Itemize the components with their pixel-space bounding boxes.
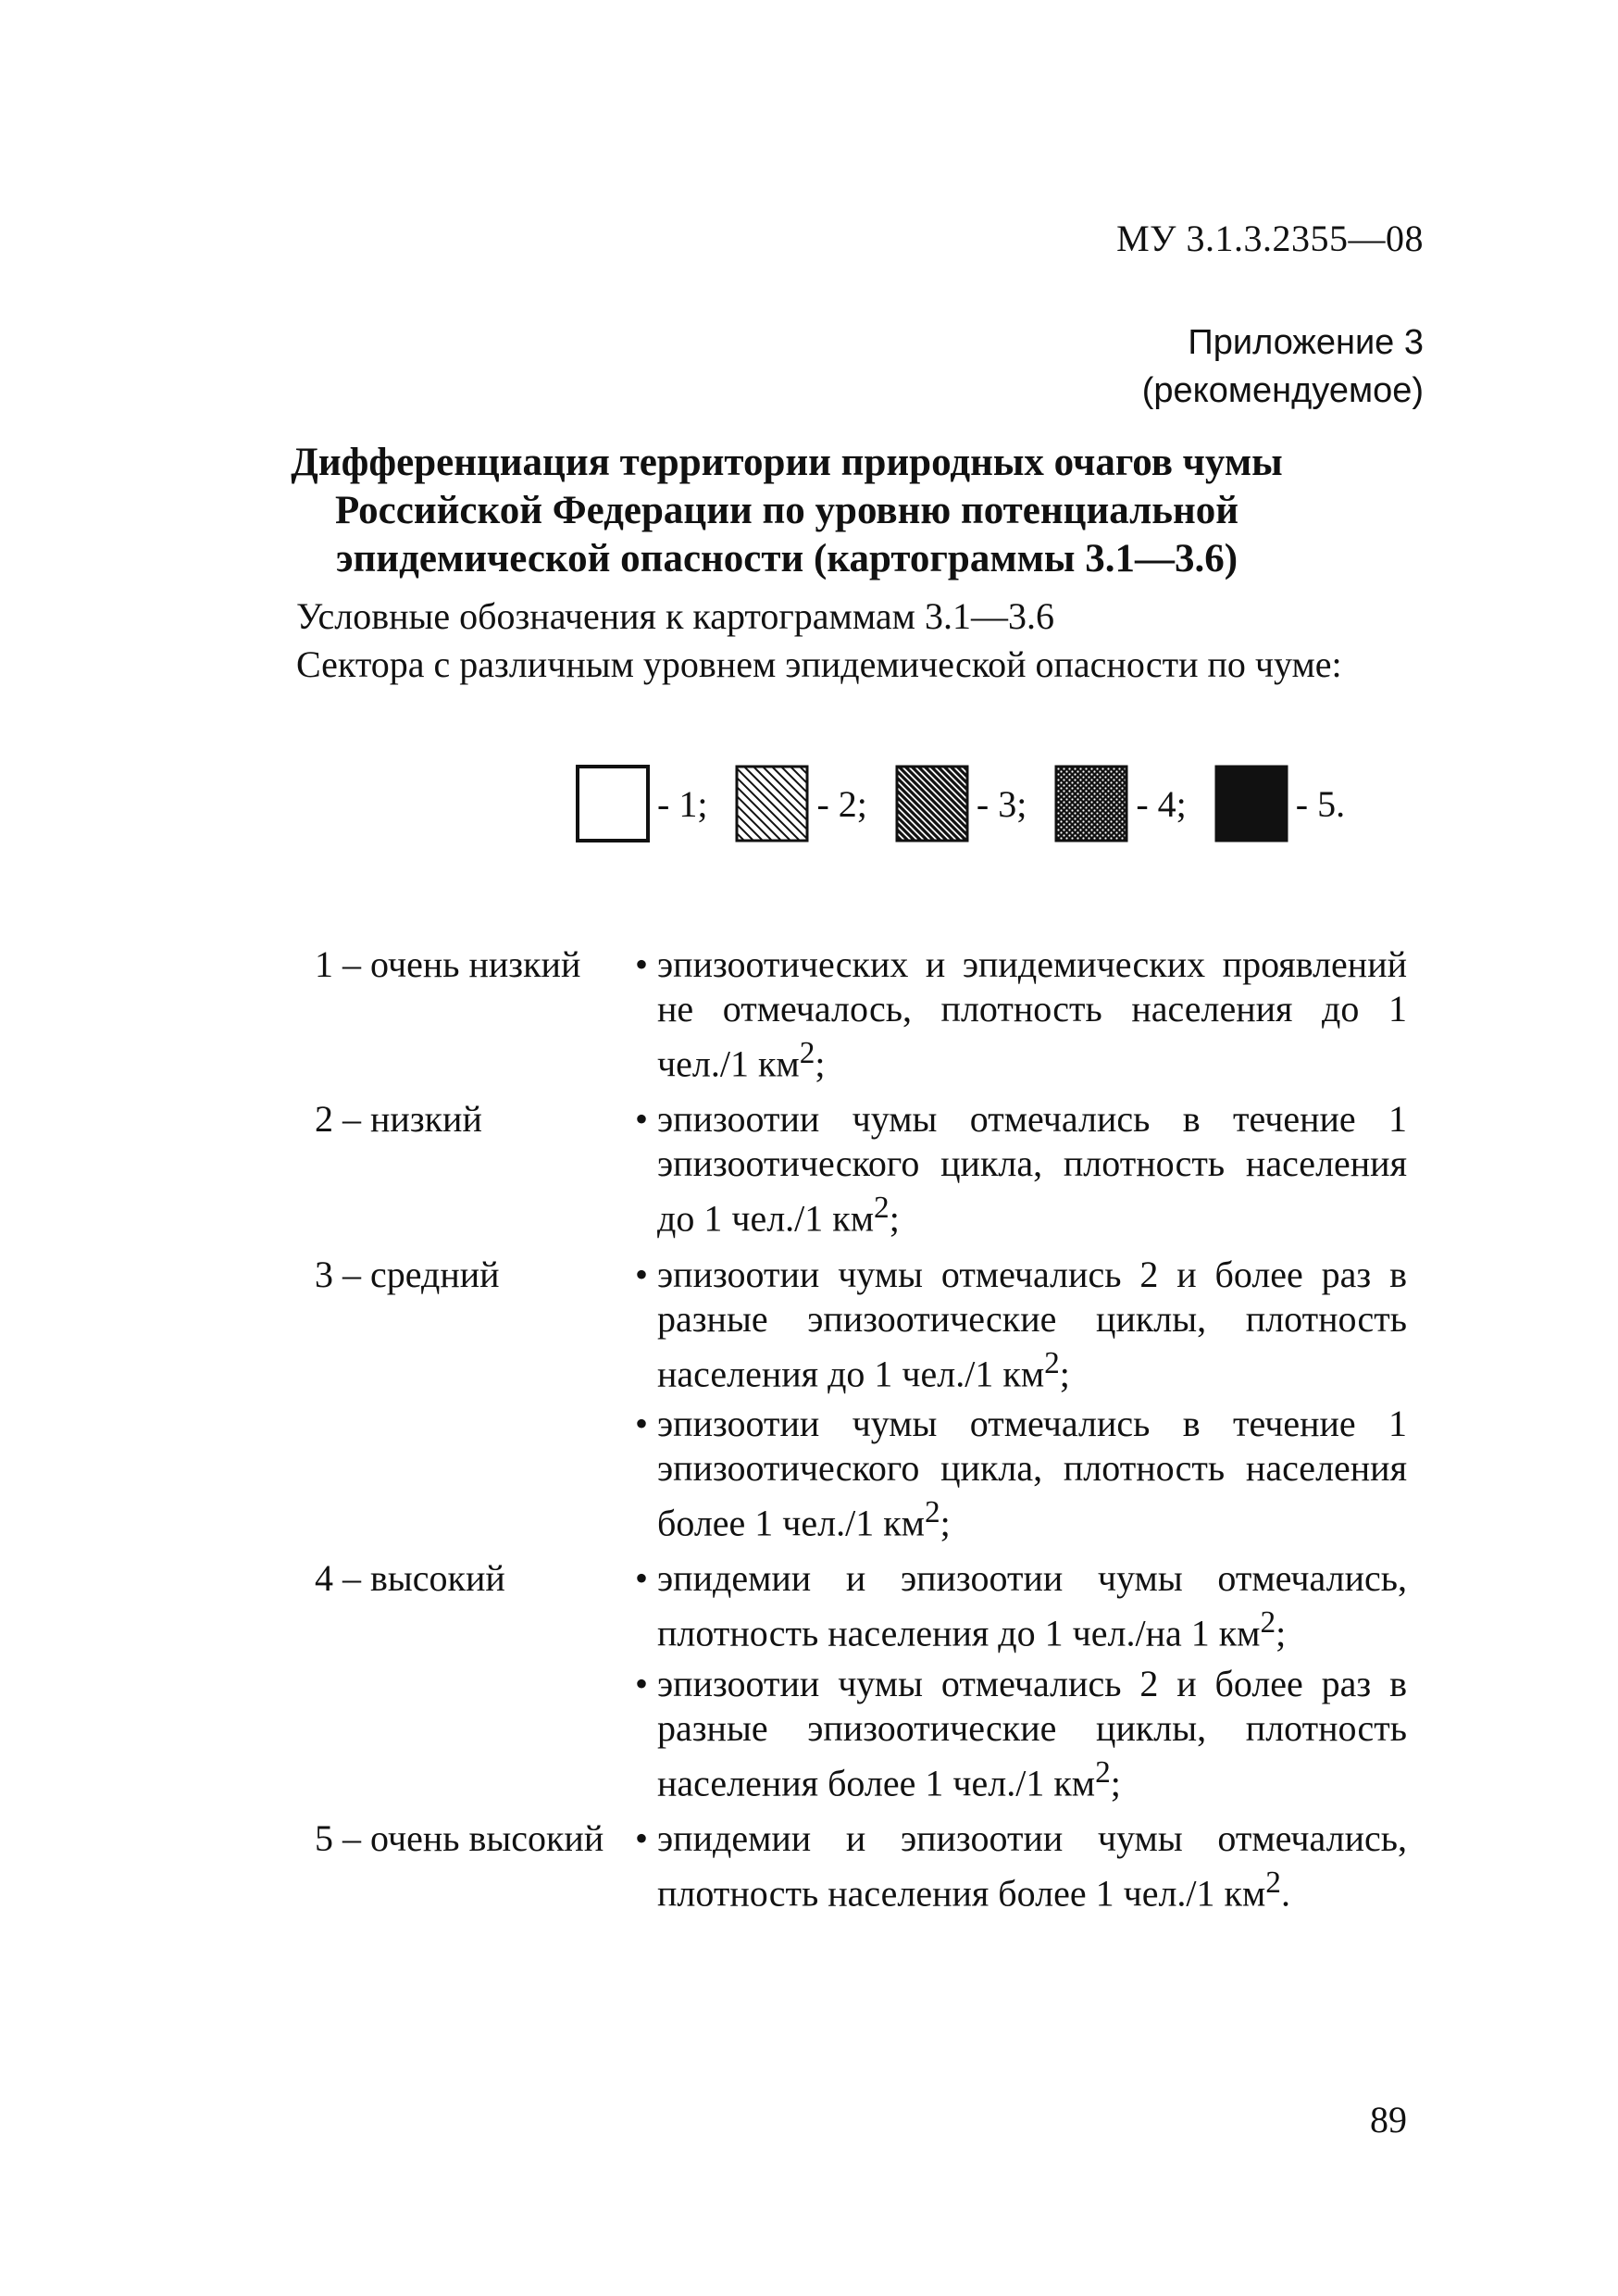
criterion-sup: 2 [1260, 1605, 1276, 1641]
legend-item-5 [1214, 765, 1345, 842]
legend-item-3 [895, 765, 1027, 842]
level-name: 4 – высокий [315, 1557, 505, 1600]
legend-label: - 1; [657, 782, 708, 825]
dense-hatch-swatch-icon [895, 765, 969, 842]
criterion-end: ; [815, 1042, 826, 1085]
legend-caption: Условные обозначения к картограммам 3.1—3.6 [296, 595, 1054, 637]
legend-label: - 3; [976, 782, 1027, 825]
document-code: МУ 3.1.3.2355—08 [1116, 218, 1424, 259]
level-name: 3 – средний [315, 1253, 500, 1295]
level-name: 5 – очень высокий [315, 1816, 604, 1859]
level-row-1 [315, 942, 1407, 1092]
danger-levels-list [315, 942, 1407, 1927]
legend-item-2 [735, 765, 866, 842]
criterion-text: эпизоотических и эпидемических проявлений не отмечалось, плотность населения до 1 чел./1 км [657, 943, 1407, 1085]
criterion-sup: 2 [799, 1036, 815, 1070]
bullet-icon: • [635, 1662, 649, 1704]
title-line-3: эпидемической опасности (картограммы 3.1—3.6) [335, 537, 1238, 580]
title-line-2: Российской Федерации по уровню потенциальной [334, 489, 1239, 532]
criterion-end: ; [1059, 1352, 1070, 1394]
bullet-icon: • [635, 943, 649, 985]
level-criteria [635, 1556, 1407, 1811]
sparse-hatch-swatch-icon [735, 765, 809, 842]
criterion-sup: 2 [1265, 1865, 1281, 1900]
level-row-3 [315, 1253, 1407, 1552]
criterion-text: эпизоотии чумы отмечались 2 и более раз в разные эпизоотические циклы, плотность населения до 1 чел./1 км [657, 1253, 1407, 1394]
bullet-icon: • [635, 1816, 649, 1859]
bullet-icon: • [635, 1253, 649, 1295]
criterion-text: эпизоотии чумы отмечались в течение 1 эпизоотического цикла, плотность населения до 1 чел./1 км [657, 1098, 1407, 1240]
criterion-item [635, 1097, 1407, 1241]
criterion-item [635, 1662, 1407, 1805]
bullet-icon: • [635, 1557, 649, 1600]
criterion-item [635, 1253, 1407, 1396]
dotted-swatch-icon [1054, 765, 1128, 842]
level-name: 1 – очень низкий [315, 943, 581, 985]
appendix-status: (рекомендуемое) [1141, 371, 1424, 410]
page-number: 89 [1370, 2099, 1407, 2140]
legend-item-1 [576, 765, 707, 842]
criterion-item [635, 1556, 1407, 1655]
level-row-5 [315, 1816, 1407, 1921]
empty-swatch-icon [576, 765, 650, 842]
level-name: 2 – низкий [315, 1098, 482, 1141]
criterion-sup: 2 [874, 1191, 890, 1226]
legend-item-4 [1054, 765, 1186, 842]
criterion-item [635, 1402, 1407, 1545]
bullet-icon: • [635, 1098, 649, 1141]
criterion-end: . [1280, 1872, 1290, 1915]
criterion-end: ; [889, 1197, 900, 1240]
legend-label: - 5. [1295, 782, 1346, 825]
criterion-sup: 2 [1095, 1754, 1111, 1790]
level-row-4 [315, 1556, 1407, 1811]
level-row-2 [315, 1097, 1407, 1246]
criterion-text: эпизоотии чумы отмечались в течение 1 эпизоотического цикла, плотность населения более 1 чел./1 км [657, 1402, 1407, 1544]
page-title [185, 439, 1388, 583]
criterion-text: эпидемии и эпизоотии чумы отмечались, плотность населения до 1 чел./на 1 км [657, 1557, 1407, 1654]
criterion-end: ; [1110, 1761, 1121, 1803]
criterion-item [635, 1816, 1407, 1915]
legend-intro [296, 593, 1342, 689]
legend-label: - 4; [1136, 782, 1187, 825]
criterion-end: ; [1276, 1612, 1287, 1654]
level-criteria [635, 1253, 1407, 1552]
criterion-text: эпидемии и эпизоотии чумы отмечались, плотность населения более 1 чел./1 км [657, 1816, 1407, 1915]
solid-black-swatch-icon [1214, 765, 1288, 842]
criterion-sup: 2 [924, 1494, 940, 1529]
criterion-item [635, 942, 1407, 1086]
legend-subcaption: Сектора с различным уровнем эпидемической опасности по чуме: [296, 643, 1342, 685]
criterion-end: ; [940, 1502, 951, 1544]
level-criteria [635, 1816, 1407, 1921]
level-criteria [635, 1097, 1407, 1246]
criterion-sup: 2 [1044, 1345, 1060, 1380]
appendix-number: Приложение 3 [1188, 323, 1424, 362]
title-line-1: Дифференциация территории природных очагов чумы [291, 441, 1283, 484]
criterion-text: эпизоотии чумы отмечались 2 и более раз в разные эпизоотические циклы, плотность населения более 1 чел./1 км [657, 1662, 1407, 1803]
bullet-icon: • [635, 1402, 649, 1444]
legend [576, 761, 1345, 846]
legend-label: - 2; [816, 782, 867, 825]
appendix-label [1142, 318, 1424, 415]
level-criteria [635, 942, 1407, 1092]
